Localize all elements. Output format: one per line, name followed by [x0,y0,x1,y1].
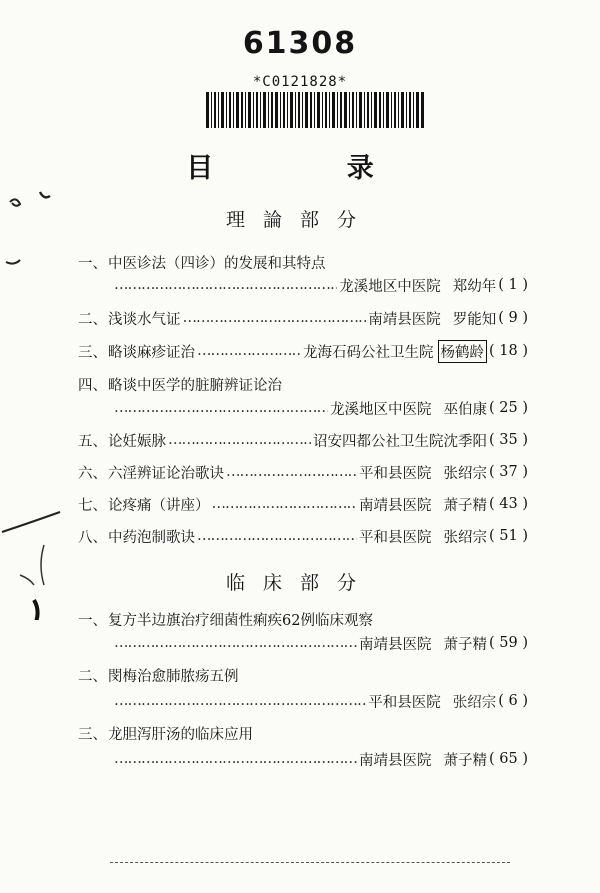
toc-entry-detail [112,690,528,712]
toc-entry [78,429,528,451]
entry-org: 南靖县医院 [359,636,432,653]
entry-title: 略谈麻疹证治 [108,344,195,361]
entry-page: ( 43 ) [489,496,528,512]
entry-author: 张绍宗 [443,465,488,482]
section-heading-clinical: 临床部分 [225,572,374,594]
entry-org: 南靖县医院 [359,497,432,514]
entry-number: 四、 [78,377,107,394]
entry-title: 六淫辨证论治歌诀 [108,465,224,482]
entry-title: 閔梅治愈肺脓疡五例 [108,668,239,685]
toc-entry-detail [112,748,528,770]
document-code: 61308 [242,26,358,61]
entry-title: 复方半边旗治疗细菌性痢疾62例临床观察 [108,612,373,629]
entry-number: 一、 [78,255,107,272]
barcode-text: *C0121828* [252,74,348,90]
entry-number: 五、 [78,433,107,450]
leader-dots [212,496,358,512]
entry-number: 八、 [78,529,107,546]
page-title: 目 录 [186,153,414,184]
entry-org: 诏安四都公社卫生院 [313,433,444,450]
entry-number: 二、 [78,668,107,685]
entry-number: 二、 [78,311,107,328]
entry-page: ( 18 ) [489,343,528,359]
entry-org: 南靖县医院 [359,752,432,769]
entry-org: 龙溪地区中医院 [330,401,432,418]
entry-page: ( 1 ) [498,277,528,293]
entry-title: 论疼痛（讲座） [108,497,210,514]
entry-page: ( 6 ) [498,693,528,709]
entry-number: 七、 [78,497,107,514]
entry-title: 略谈中医学的脏腑辨证论治 [108,377,282,394]
toc-entry-detail [112,397,528,419]
entry-page: ( 65 ) [489,751,528,767]
entry-number: 三、 [78,344,107,361]
toc-entry-detail [112,274,528,296]
toc-entry-title [78,373,528,395]
entry-author: 沈季阳 [443,433,488,450]
entry-title: 论妊娠脉 [108,433,166,450]
entry-page: ( 51 ) [489,528,528,544]
entry-title: 龙胆泻肝汤的临床应用 [108,726,253,743]
entry-page: ( 25 ) [489,400,528,416]
toc-entry-detail [112,632,528,654]
entry-org: 南靖县医院 [368,311,441,328]
leader-dots [197,528,357,544]
toc-entry-title [78,608,528,630]
toc-entry [78,493,528,515]
entry-org: 龙溪地区中医院 [339,278,441,295]
entry-title: 中药泡制歌诀 [108,529,195,546]
leader-dots [226,464,357,480]
toc-entry [78,307,528,329]
entry-number: 一、 [78,612,107,629]
entry-number: 六、 [78,465,107,482]
toc-entry-title [78,664,528,686]
entry-title: 浅谈水气证 [108,311,181,328]
entry-author: 萧子精 [443,636,488,653]
leader-dots [114,400,328,416]
entry-page: ( 59 ) [489,635,528,651]
entry-org: 平和县医院 [359,465,432,482]
toc-entry [78,461,528,483]
leader-dots [114,635,357,651]
entry-number: 三、 [78,726,107,743]
toc-entry [78,340,528,362]
section-heading-theory: 理論部分 [225,209,374,231]
leader-dots [168,432,311,448]
entry-page: ( 37 ) [489,464,528,480]
entry-author: 罗能知 [452,311,497,328]
entry-author: 巫伯康 [443,401,488,418]
entry-author-boxed: 杨鹤龄 [438,340,488,363]
toc-entry-title [78,251,528,273]
entry-author: 张绍宗 [452,694,497,711]
scan-marks [0,180,70,620]
entry-title: 中医诊法（四诊）的发展和其特点 [108,255,326,272]
leader-dots [114,693,366,709]
entry-author: 萧子精 [443,752,488,769]
leader-dots [114,277,337,293]
bottom-divider [110,862,510,863]
toc-entry-title [78,722,528,744]
entry-org: 平和县医院 [359,529,432,546]
entry-page: ( 9 ) [498,310,528,326]
entry-author: 萧子精 [443,497,488,514]
leader-dots [197,343,301,359]
entry-page: ( 35 ) [489,432,528,448]
entry-org: 龙海石码公社卫生院 [303,344,434,361]
leader-dots [183,310,367,326]
entry-author: 张绍宗 [443,529,488,546]
leader-dots [114,751,357,767]
toc-entry [78,525,528,547]
barcode-image [206,92,424,128]
entry-author: 郑幼年 [452,278,497,295]
entry-org: 平和县医院 [368,694,441,711]
